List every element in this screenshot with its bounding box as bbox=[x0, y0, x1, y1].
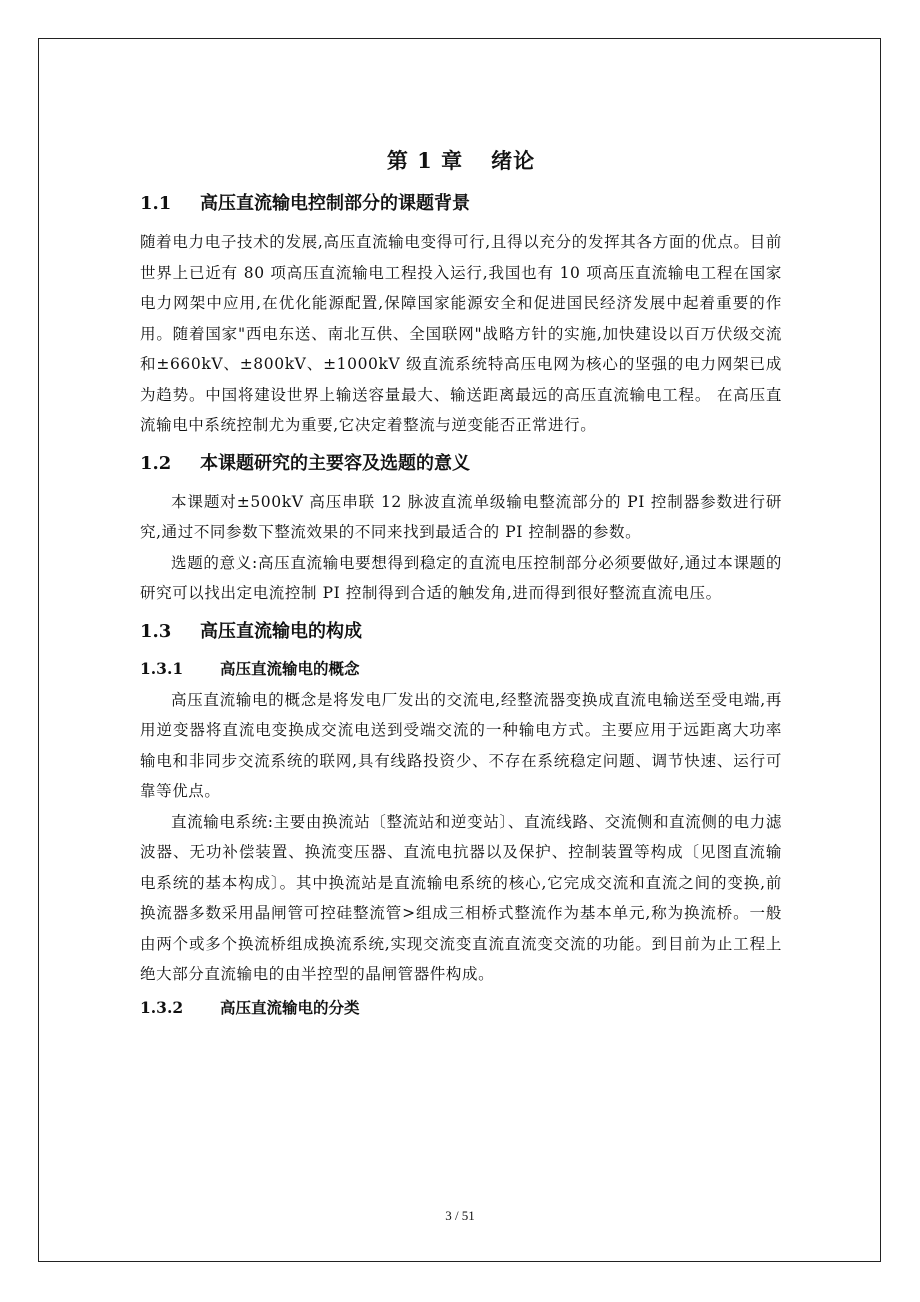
section-heading-1-1 bbox=[140, 189, 782, 219]
chapter-title: 绪论 bbox=[491, 148, 536, 173]
chapter-number: 第 1 章 bbox=[386, 148, 464, 173]
section-heading-1-3 bbox=[140, 617, 782, 647]
section-title: 高压直流输电的构成 bbox=[200, 620, 362, 642]
subsection-heading-1-3-2 bbox=[140, 994, 782, 1022]
chapter-heading bbox=[140, 145, 782, 175]
paragraph-system: 直流输电系统:主要由换流站〔整流站和逆变站〕、直流线路、交流侧和直流侧的电力滤波器、无功补偿装置、换流变压器、直流电抗器以及保护、控制装置等构成〔见图直流输电系统的基本构成〕。其中换流站是直流输电系统的核心,它完成交流和直流之间的变换,前换流器多数采用晶闸管可控硅整流管>组成三相桥式整流作为基本单元,称为换流桥。一般由两个或多个换流桥组成换流系统,实现交流变直流直流变交流的功能。到目前为止工程上绝大部分直流输电的由半控型的晶闸管器件构成。 bbox=[140, 812, 782, 983]
section-number: 1.1 bbox=[140, 193, 172, 214]
subsection-title: 高压直流输电的概念 bbox=[220, 658, 360, 678]
document-body bbox=[140, 145, 782, 1024]
section-title: 本课题研究的主要容及选题的意义 bbox=[200, 452, 470, 474]
subsection-title: 高压直流输电的分类 bbox=[220, 997, 360, 1017]
section-number: 1.3 bbox=[140, 620, 172, 642]
subsection-number: 1.3.2 bbox=[140, 997, 184, 1017]
section-number: 1.2 bbox=[140, 452, 172, 474]
paragraph-research: 本课题对±500kV 高压串联 12 脉波直流单级输电整流部分的 PI 控制器参数进行研究,通过不同参数下整流效果的不同来找到最适合的 PI 控制器的参数。 bbox=[140, 492, 782, 541]
subsection-number: 1.3.1 bbox=[140, 658, 184, 678]
paragraph-concept: 高压直流输电的概念是将发电厂发出的交流电,经整流器变换成直流电输送至受电端,再用逆变器将直流电变换成交流电送到受端交流的一种输电方式。主要应用于远距离大功率输电和非同步交流系统的联网,具有线路投资少、不存在系统稳定问题、调节快速、运行可靠等优点。 bbox=[140, 690, 782, 800]
section-heading-1-2 bbox=[140, 449, 782, 479]
page-number: 3 / 51 bbox=[445, 1208, 475, 1223]
subsection-heading-1-3-1 bbox=[140, 655, 782, 683]
paragraph-significance: 选题的意义:高压直流输电要想得到稳定的直流电压控制部分必须要做好,通过本课题的研究可以找出定电流控制 PI 控制得到合适的触发角,进而得到很好整流直流电压。 bbox=[140, 553, 782, 602]
paragraph-background: 随着电力电子技术的发展,高压直流输电变得可行,且得以充分的发挥其各方面的优点。目前世界上已近有 80 项高压直流输电工程投入运行,我国也有 10 项高压直流输电工程在国家电力网架中应用,在优化能源配置,保障国家能源安全和促进国民经济发展中起着重要的作用。随着国家"西电东送、南北互供、全国联网"战略方针的实施,加快建设以百万伏级交流和±660kV、±800kV、±1000kV 级直流系统特高压电网为核心的坚强的电力网架已成为趋势。中国将建设世界上输送容量最大、输送距离最远的高压直流输电工程。 在高压直流输电中系统控制尤为重要,它决定着整流与逆变能否正常进行。 bbox=[140, 233, 782, 434]
section-title: 高压直流输电控制部分的课题背景 bbox=[200, 193, 470, 214]
